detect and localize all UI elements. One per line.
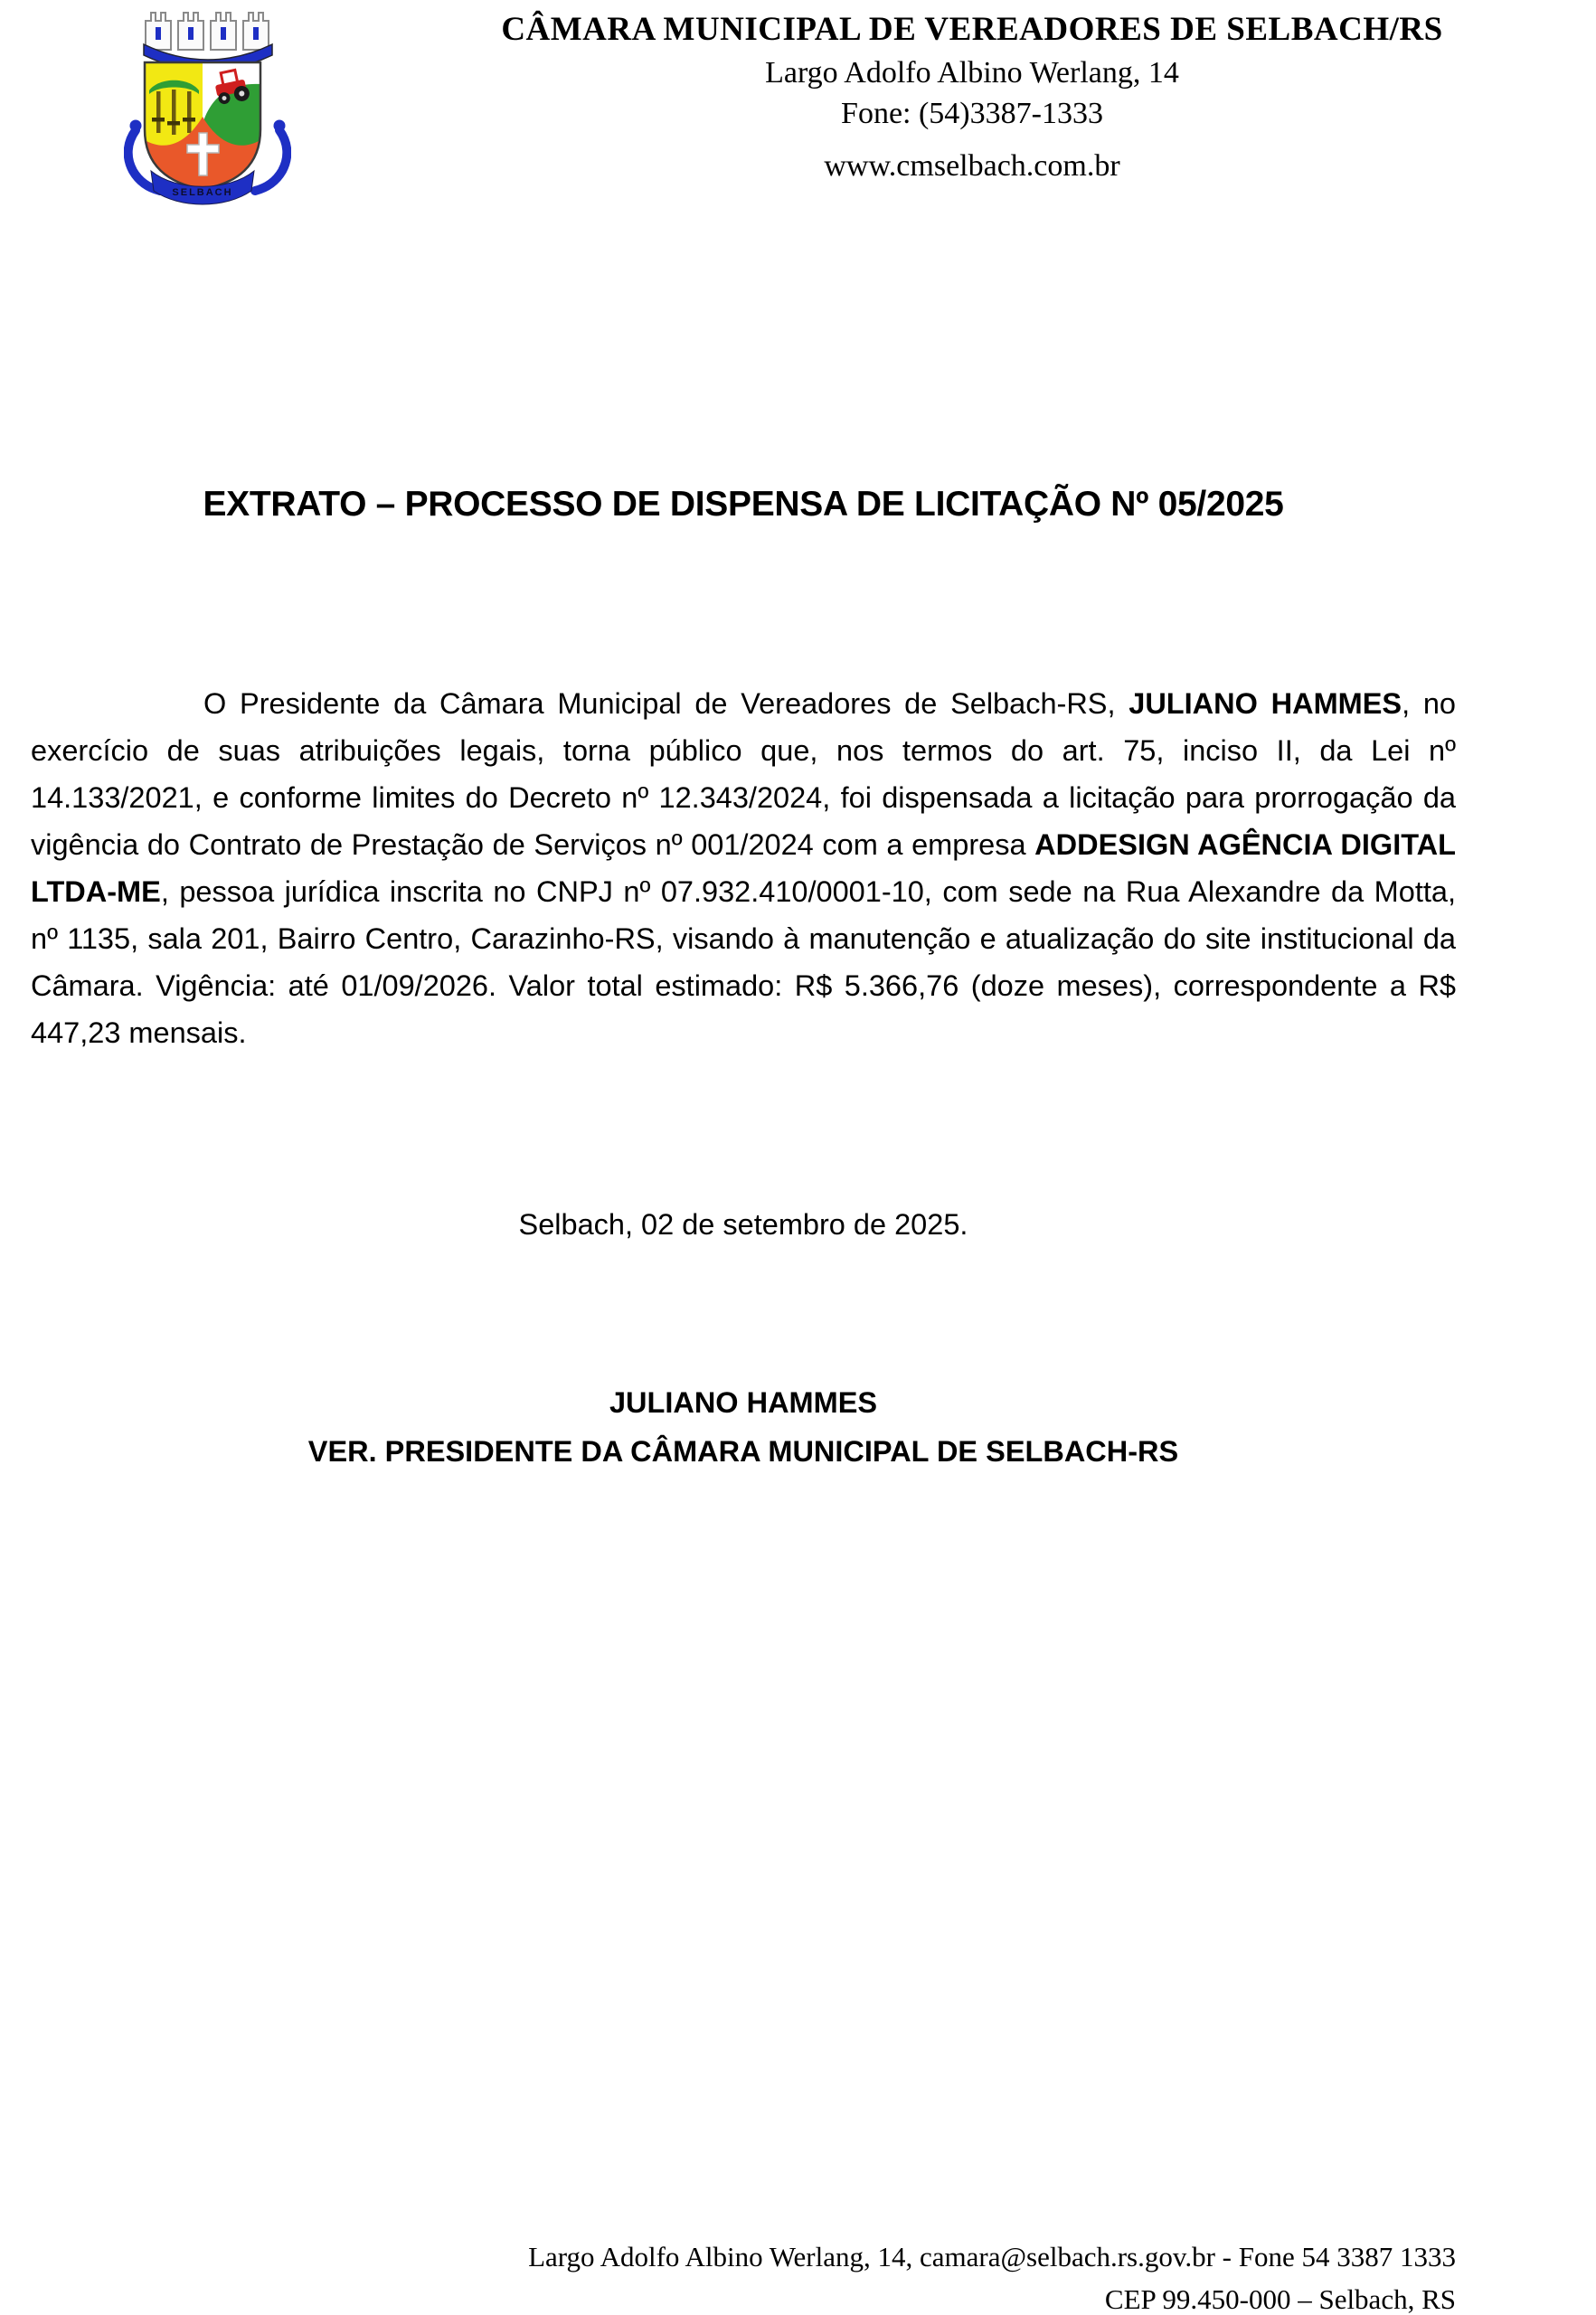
org-name: CÂMARA MUNICIPAL DE VEREADORES DE SELBACH/RS [501,11,1443,48]
letterhead [398,7,1546,186]
municipal-coat-of-arms-icon [124,3,291,211]
footer-address-line: Largo Adolfo Albino Werlang, 14, camara@selbach.rs.gov.br - Fone 54 3387 1333 [528,2241,1456,2272]
footer-cep-line: CEP 99.450-000 – Selbach, RS [1104,2283,1456,2315]
org-phone: Fone: (54)3387-1333 [841,97,1103,130]
crest-shield [145,62,260,194]
signature-block [31,1378,1456,1476]
body-paragraph [31,680,1456,1056]
company-name-bold: ADDESIGN AGÊNCIA DIGITAL LTDA-ME [31,828,1456,908]
paragraph-text: , pessoa jurídica inscrita no CNPJ nº 07.932.410/0001-10, com sede na Rua Alexandre da Motta, nº 1135, sala 201, Bairro Centro, Carazinho-RS, visando à manutenção e atualização do site institucional da Câmara. Vigência: até 01/09/2026. Valor total estimado: R$ 5.366,76 (doze meses), correspondente a R$ 447,23 mensais. [31,875,1456,1049]
paragraph-text: O Presidente da Câmara Municipal de Vereadores de Selbach-RS, [203,687,1129,720]
paragraph-text: , no exercício de suas atribuições legais, torna público que, nos termos do art. 75, inciso II, da Lei nº 14.133/2021, e conforme limites do Decreto nº 12.343/2024, foi dispensada a licitação para prorrogação da vigência do Contrato de Prestação de Serviços nº 001/2024 com a empresa [31,687,1456,861]
document-title: EXTRATO – PROCESSO DE DISPENSA DE LICITAÇÃO Nº 05/2025 [203,485,1284,524]
president-name-bold: JULIANO HAMMES [1129,687,1402,720]
signature-name: JULIANO HAMMES [609,1386,878,1419]
page-footer [31,2235,1456,2315]
signature-role: VER. PRESIDENTE DA CÂMARA MUNICIPAL DE SELBACH-RS [307,1435,1179,1468]
org-address: Largo Adolfo Albino Werlang, 14 [765,56,1179,90]
org-website: www.cmselbach.com.br [824,149,1120,183]
crest-motto: SELBACH [172,187,233,198]
date-line: Selbach, 02 de setembro de 2025. [518,1208,968,1241]
